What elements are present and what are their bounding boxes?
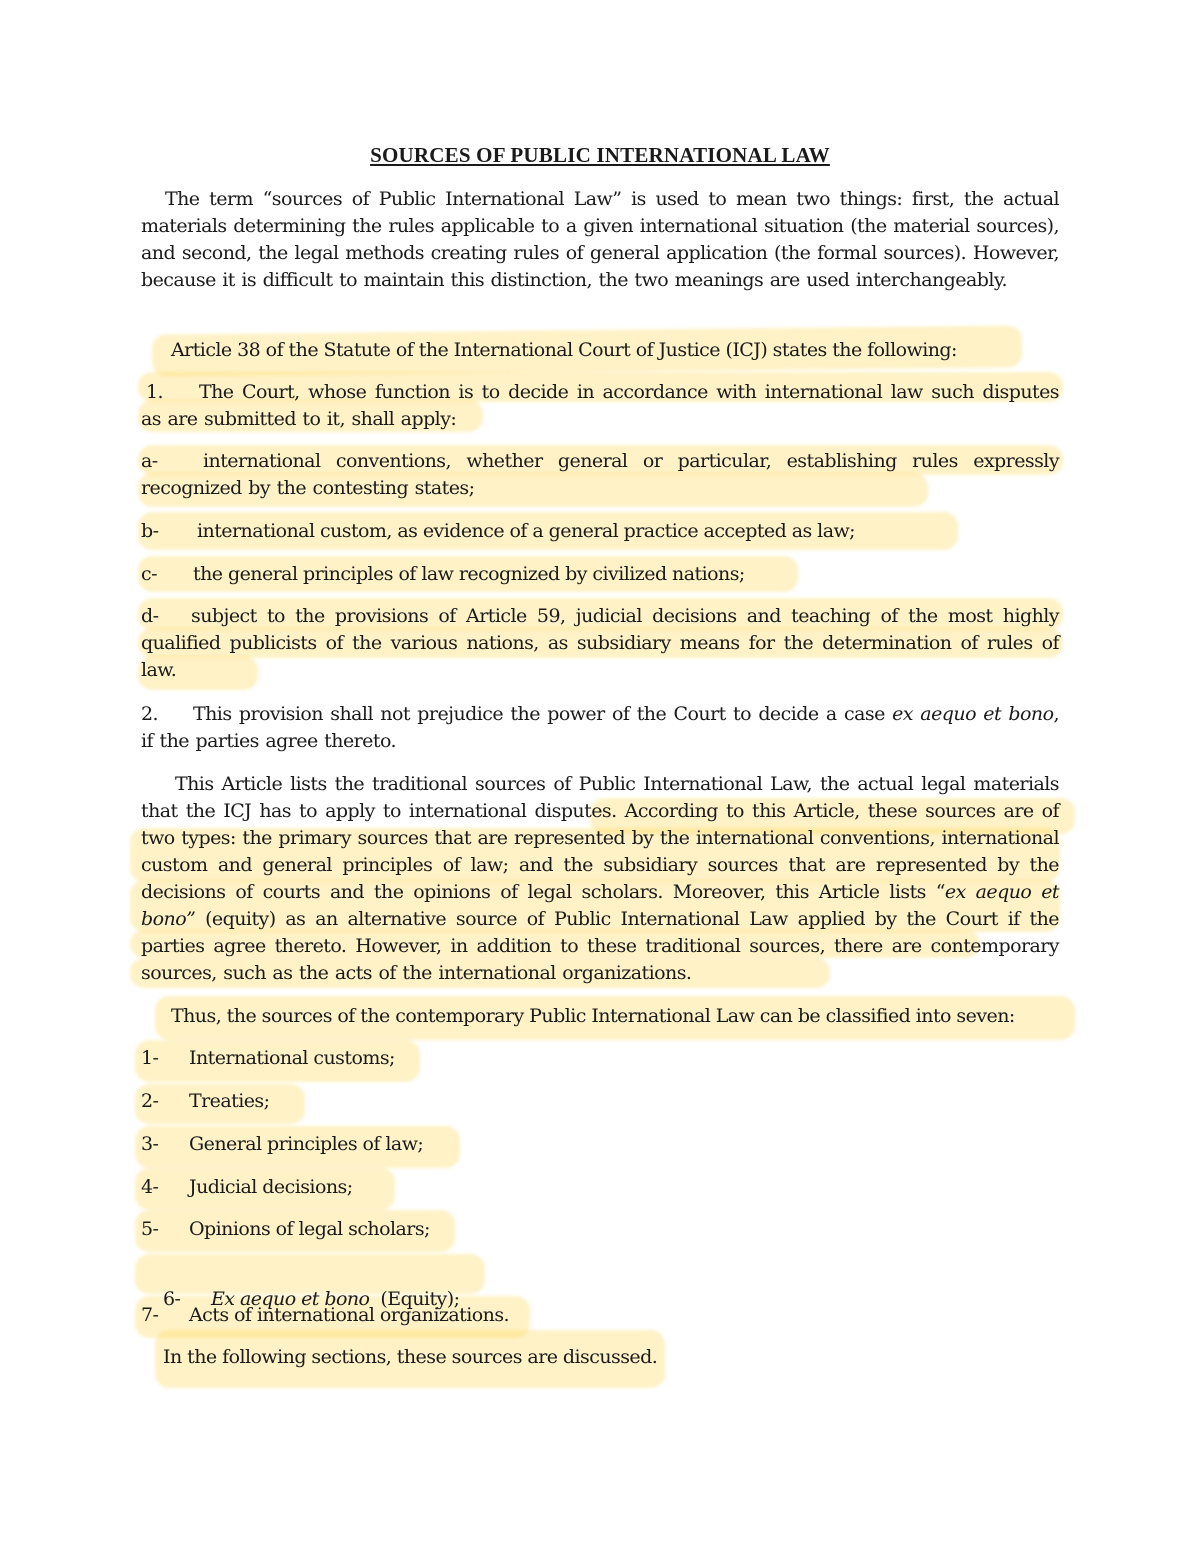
source-item-3	[141, 1131, 423, 1158]
clause-1-text: The Court, whose function is to decide in accordance with international law such disputes as are submitted to it, shall apply:	[141, 381, 1059, 430]
clause-2-text-before: This provision shall not prejudice the power of the Court to decide a case	[193, 703, 893, 725]
clause-1-number: 1.	[146, 381, 164, 403]
source-item-4	[141, 1174, 353, 1201]
source-text: Opinions of legal scholars;	[189, 1218, 430, 1240]
intro-paragraph	[141, 186, 1059, 294]
subclause-a	[141, 448, 1059, 502]
subclause-a-text: international conventions, whether general or particular, establishing rules expressly recognized by the contesting states;	[141, 450, 1059, 499]
subclause-c-marker: c-	[141, 563, 157, 585]
source-item-1	[141, 1045, 395, 1072]
source-item-5	[141, 1216, 430, 1243]
intro-text: The term “sources of Public International Law” is used to mean two things: first, the actual materials determining the rules applicable to a given international situation (the material sources), and second, the legal methods creating rules of general application (the formal sources). However, because it is difficult to maintain this distinction, the two meanings are used interchangeably.	[141, 188, 1059, 291]
source-item-7	[141, 1302, 509, 1329]
source-text: Acts of international organizations.	[189, 1304, 510, 1326]
closing-sentence	[163, 1344, 657, 1371]
subclause-c-text: the general principles of law recognized by civilized nations;	[193, 563, 745, 585]
explanation-part1: This Article lists the traditional sources of Public International Law, the actual legal materials that the ICJ has to apply to international disputes. According to this Article, these sources are of two types: the primary sources that are represented by the international conventions, international custom and general principles of law; and the subsidiary sources that are represented by the decisions of courts and the opinions of legal scholars. Moreover, this Article lists “	[141, 773, 1059, 903]
subclause-b	[141, 518, 855, 545]
subclause-d-text: subject to the provisions of Article 59, judicial decisions and teaching of the most highly qualified publicists of the various nations, as subsidiary means for the determination of rules of law.	[141, 605, 1059, 681]
subclause-c	[141, 561, 745, 588]
source-text: (Equity);	[369, 1288, 460, 1310]
source-text-italic: Ex aequo et bono	[210, 1288, 370, 1310]
subclause-d	[141, 603, 1059, 684]
source-marker: 7-	[141, 1304, 159, 1326]
subclause-b-marker: b-	[141, 520, 159, 542]
source-text: General principles of law;	[189, 1133, 424, 1155]
document-title: SOURCES OF PUBLIC INTERNATIONAL LAW	[370, 143, 830, 167]
explanation-paragraph	[141, 771, 1059, 987]
source-marker: 1-	[141, 1047, 159, 1069]
explanation-italic: ex aequo et bono”	[141, 881, 1059, 930]
source-marker: 5-	[141, 1218, 159, 1240]
explanation-part2: (equity) as an alternative source of Public International Law applied by the Court if the parties agree thereto. However, in addition to these traditional sources, there are contemporary sources, such as the acts of the international organizations.	[141, 908, 1059, 984]
subclause-d-marker: d-	[141, 605, 159, 627]
classification-intro	[171, 1003, 1015, 1030]
source-marker: 4-	[141, 1176, 159, 1198]
clause-2	[141, 701, 1059, 755]
source-item-2	[141, 1088, 270, 1115]
classification-intro-text: Thus, the sources of the contemporary Public International Law can be classified into seven:	[171, 1005, 1015, 1027]
clause-2-italic: ex aequo et bono	[892, 703, 1054, 725]
source-text: Treaties;	[189, 1090, 270, 1112]
source-marker: 3-	[141, 1133, 159, 1155]
clause-2-number: 2.	[141, 703, 159, 725]
source-marker: 6-	[162, 1288, 181, 1310]
article38-intro	[171, 337, 957, 364]
source-marker: 2-	[141, 1090, 159, 1112]
subclause-b-text: international custom, as evidence of a general practice accepted as law;	[197, 520, 856, 542]
source-text: Judicial decisions;	[189, 1176, 353, 1198]
clause-2-text-after: , if the parties agree thereto.	[141, 703, 1059, 752]
closing-text: In the following sections, these sources are discussed.	[163, 1346, 658, 1368]
subclause-a-marker: a-	[141, 450, 158, 472]
clause-1	[141, 379, 1059, 433]
source-text: International customs;	[189, 1047, 395, 1069]
article38-intro-text: Article 38 of the Statute of the International Court of Justice (ICJ) states the following:	[171, 339, 957, 361]
